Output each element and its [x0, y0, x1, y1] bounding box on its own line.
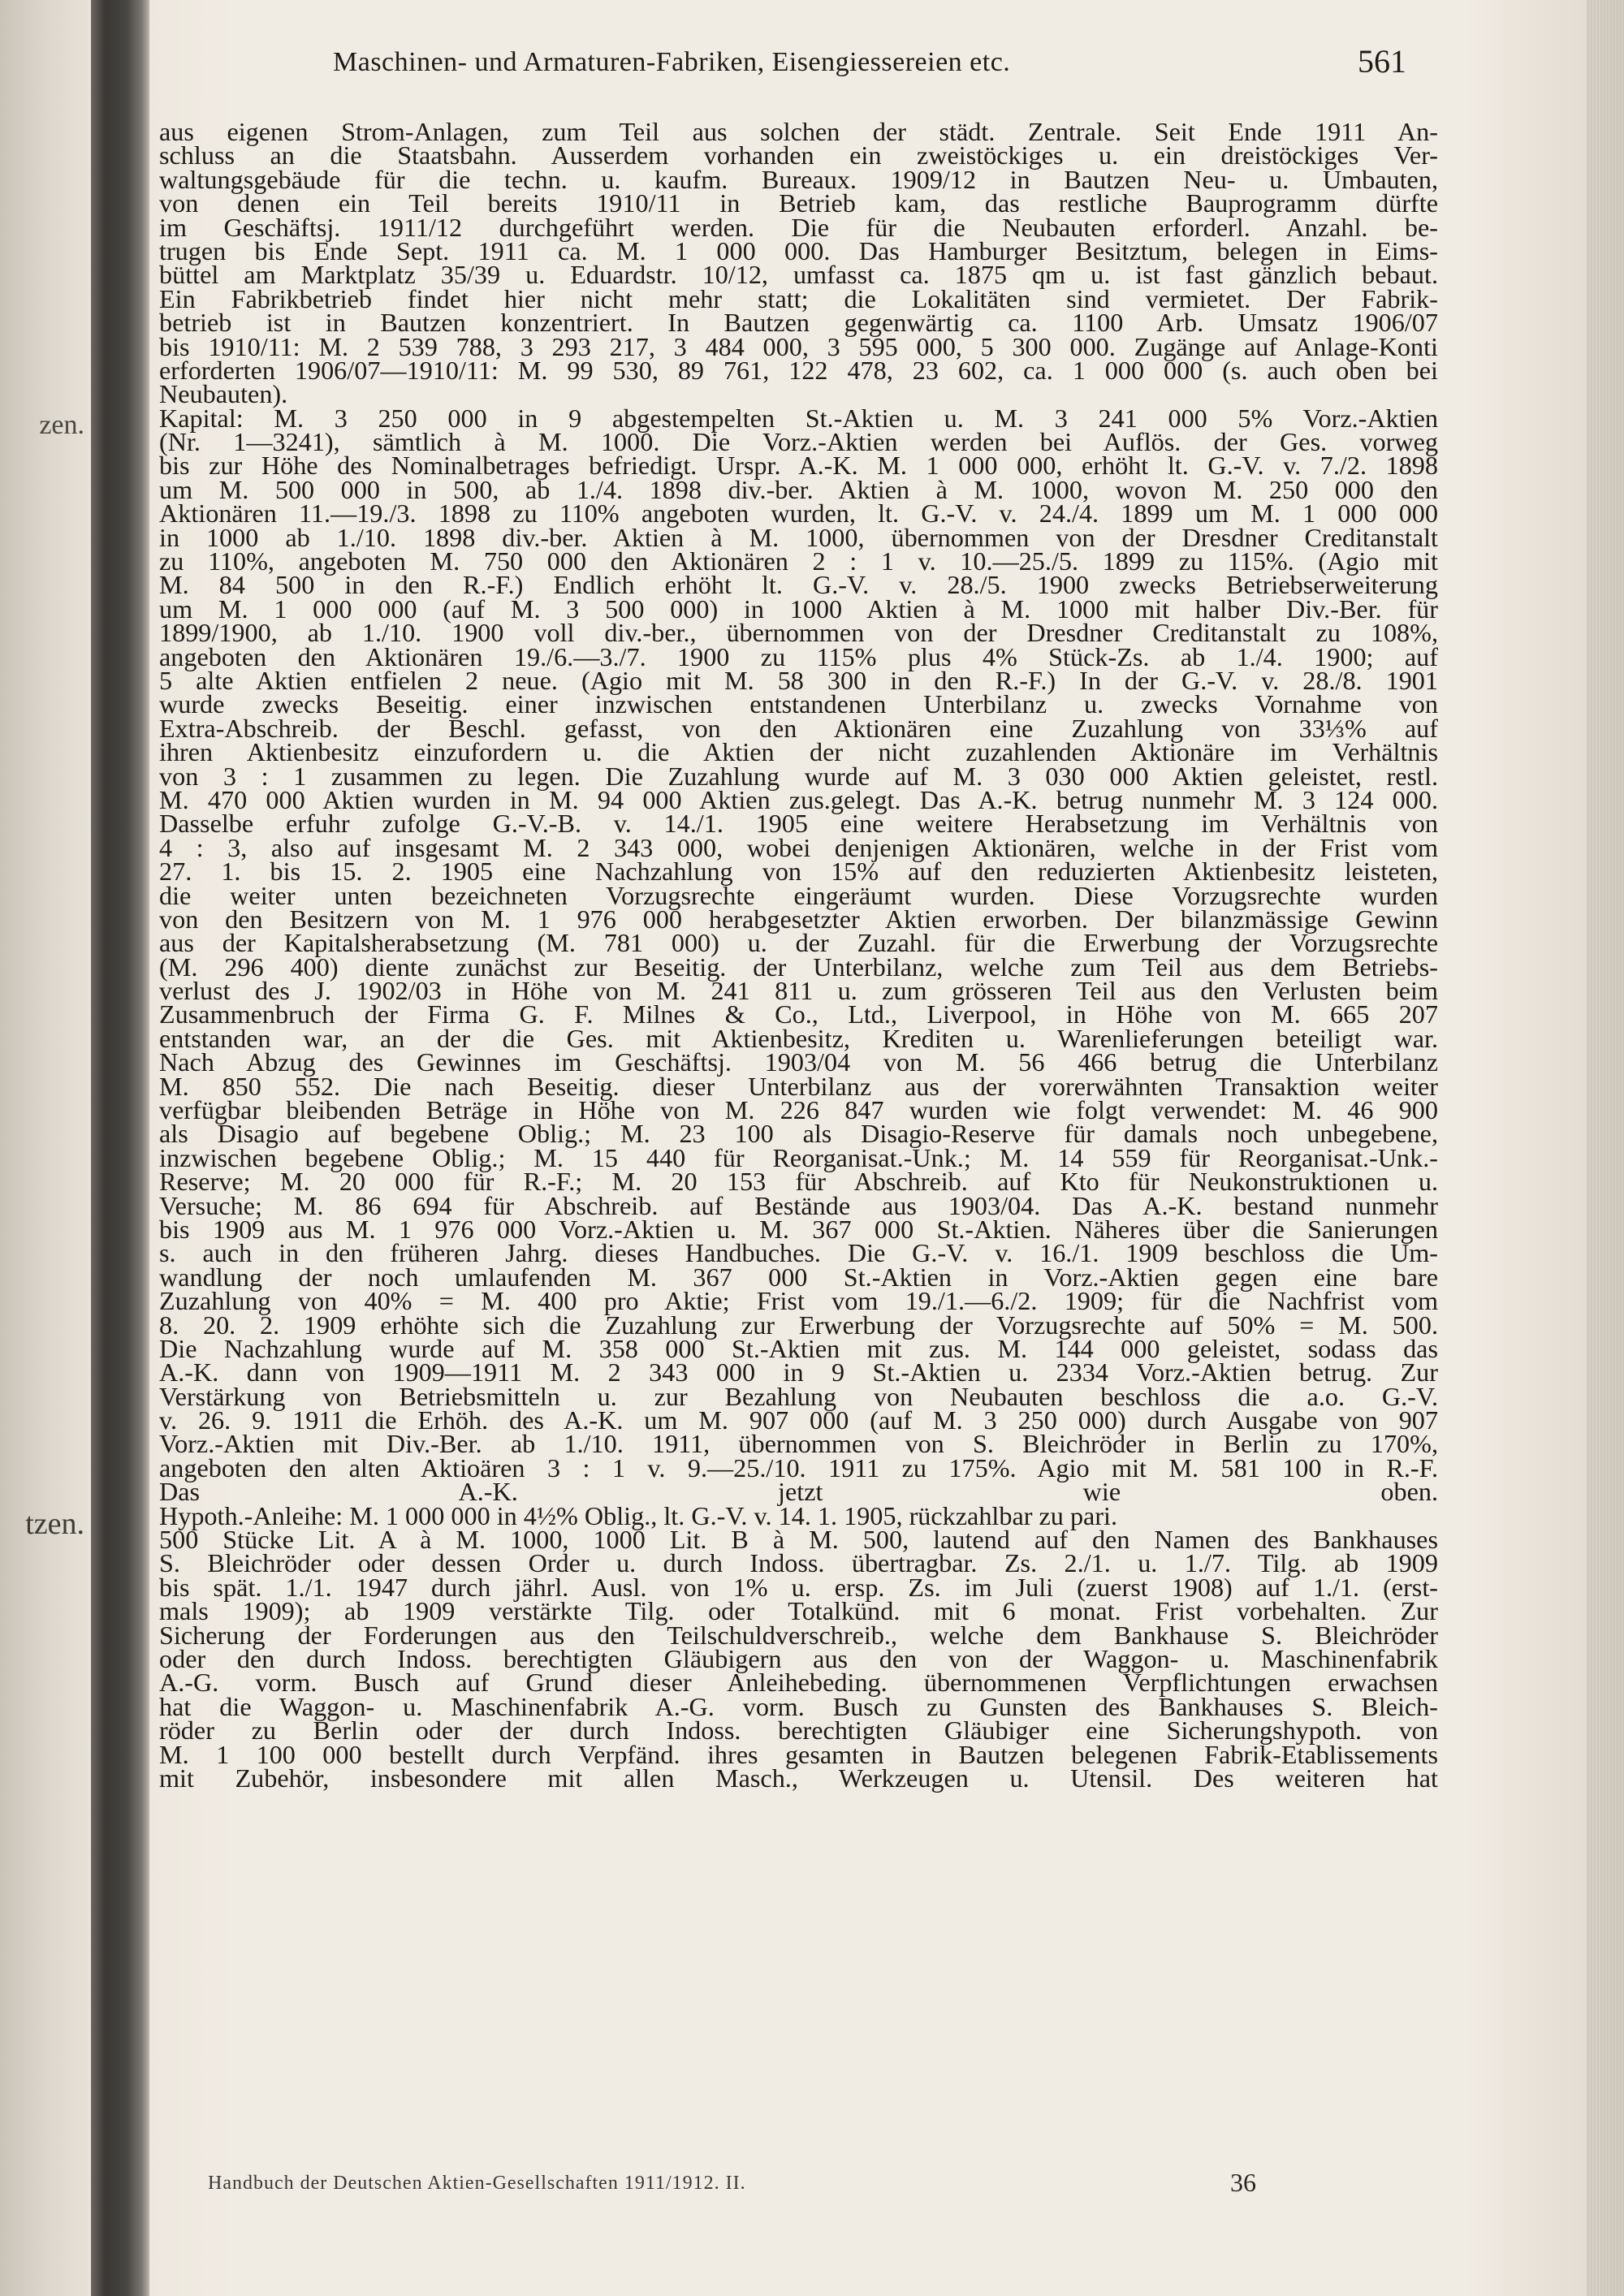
text-line: von denen ein Teil bereits 1910/11 in Betrieb kam, das restliche Bauprogramm dürfte [159, 188, 1438, 218]
text-line: angeboten den alten Aktioären 3 : 1 v. 9.—25./10. 1911 zu 175%. Agio mit M. 581 100 in R.-F. [159, 1452, 1438, 1482]
text-line: bis 1909 aus M. 1 976 000 Vorz.-Aktien u. M. 367 000 St.-Aktien. Näheres über die Sanierungen [159, 1214, 1438, 1244]
text-line: von 3 : 1 zusammen zu legen. Die Zuzahlung wurde auf M. 3 030 000 Aktien geleistet, restl. [159, 761, 1438, 791]
text-line: Die Nachzahlung wurde auf M. 358 000 St.-Aktien mit zus. M. 144 000 geleistet, sodass das [159, 1333, 1438, 1363]
body-text [159, 117, 1438, 1793]
text-line: 5 alte Aktien entfielen 2 neue. (Agio mit M. 58 300 in den R.-F.) In der G.-V. v. 28./8. 1901 [159, 665, 1438, 695]
text-line: Extra-Abschreib. der Beschl. gefasst, von den Aktionären eine Zuzahlung von 33⅓% auf [159, 713, 1438, 743]
text-line: Kapital: M. 3 250 000 in 9 abgestempelten St.-Aktien u. M. 3 241 000 5% Vorz.-Aktien [159, 403, 1438, 433]
text-line: bis 1910/11: M. 2 539 788, 3 293 217, 3 484 000, 3 595 000, 5 300 000. Zugänge auf Anlage-Konti [159, 331, 1438, 361]
text-line: 8. 20. 2. 1909 erhöhte sich die Zuzahlung zur Erwerbung der Vorzugsrechte auf 50% = M. 500. [159, 1310, 1438, 1340]
text-line: Versuche; M. 86 694 für Abschreib. auf Bestände aus 1903/04. Das A.-K. bestand nunmehr [159, 1190, 1438, 1220]
text-line: Verstärkung von Betriebsmitteln u. zur Bezahlung von Neubauten beschloss die a.o. G.-V. [159, 1381, 1438, 1411]
text-line: verfügbar bleibenden Beträge in Höhe von M. 226 847 wurden wie folgt verwendet: M. 46 900 [159, 1095, 1438, 1125]
text-line: bis zur Höhe des Nominalbetrages befriedigt. Urspr. A.-K. M. 1 000 000, erhöht lt. G.-V. v. 7./2. 1898 [159, 451, 1438, 481]
text-line: (M. 296 400) diente zunächst zur Beseitig. der Unterbilanz, welche zum Teil aus dem Betriebs- [159, 952, 1438, 982]
text-line: Aktionären 11.—19./3. 1898 zu 110% angeboten wurden, lt. G.-V. v. 24./4. 1899 um M. 1 000 000 [159, 498, 1438, 529]
running-header: Maschinen- und Armaturen-Fabriken, Eisengiessereien etc. [333, 47, 1011, 77]
text-line: mals 1909); ab 1909 verstärkte Tilg. oder Totalkünd. mit 6 monat. Frist vorbehalten. Zur [159, 1596, 1438, 1626]
text-line: verlust des J. 1902/03 in Höhe von M. 241 811 u. zum grösseren Teil aus den Verlusten beim [159, 976, 1438, 1006]
text-line: aus der Kapitalsherabsetzung (M. 781 000) u. der Zuzahl. für die Erwerbung der Vorzugsrechte [159, 928, 1438, 958]
text-line: Zuzahlung von 40% = M. 400 pro Aktie; Frist vom 19./1.—6./2. 1909; für die Nachfrist vom [159, 1286, 1438, 1316]
text-line: in 1000 ab 1./10. 1898 div.-ber. Aktien à M. 1000, übernommen von der Dresdner Creditanstalt [159, 522, 1438, 552]
text-line: Neubauten). [159, 379, 288, 409]
text-line: M. 84 500 in den R.-F.) Endlich erhöht lt. G.-V. v. 28./5. 1900 zwecks Betriebserweiterung [159, 570, 1438, 600]
page-edge [1587, 0, 1624, 2296]
text-line: Das A.-K. jetzt wie oben. [159, 1477, 1438, 1507]
text-line: Zusammenbruch der Firma G. F. Milnes & Co., Ltd., Liverpool, in Höhe von M. 665 207 [159, 999, 1438, 1029]
text-line: s. auch in den früheren Jahrg. dieses Handbuches. Die G.-V. v. 16./1. 1909 beschloss die Um- [159, 1238, 1438, 1268]
margin-fragment: tzen. [25, 1507, 84, 1541]
text-line: Reserve; M. 20 000 für R.-F.; M. 20 153 für Abschreib. auf Kto für Neukonstruktionen u. [159, 1167, 1438, 1197]
page-number: 561 [1358, 43, 1406, 80]
text-line: A.-K. dann von 1909—1911 M. 2 343 000 in 9 St.-Aktien u. 2334 Vorz.-Aktien betrug. Zur [159, 1357, 1438, 1388]
text-line: Sicherung der Forderungen aus den Teilschuldverschreib., welche dem Bankhause S. Bleichröder [159, 1620, 1438, 1650]
text-line: v. 26. 9. 1911 die Erhöh. des A.-K. um M. 907 000 (auf M. 3 250 000) durch Ausgabe von 907 [159, 1405, 1438, 1435]
text-line: angeboten den Aktionären 19./6.—3./7. 1900 zu 115% plus 4% Stück-Zs. ab 1./4. 1900; auf [159, 641, 1438, 671]
text-line: M. 1 100 000 bestellt durch Verpfänd. ihres gesamten in Bautzen belegenen Fabrik-Etablissements [159, 1739, 1438, 1769]
margin-fragment: zen. [39, 410, 84, 440]
text-line: inzwischen begebene Oblig.; M. 15 440 für Reorganisat.-Unk.; M. 14 559 für Reorganisat.-Unk.- [159, 1142, 1438, 1172]
text-line: betrieb ist in Bautzen konzentriert. In Bautzen gegenwärtig ca. 1100 Arb. Umsatz 1906/07 [159, 308, 1438, 338]
text-line: Hypoth.-Anleihe: M. 1 000 000 in 4½% Oblig., lt. G.-V. v. 14. 1. 1905, rückzahlbar zu pari. [159, 1500, 1118, 1530]
text-line: Nach Abzug des Gewinnes im Geschäftsj. 1903/04 von M. 56 466 betrug die Unterbilanz [159, 1047, 1438, 1077]
text-line: aus eigenen Strom-Anlagen, zum Teil aus solchen der städt. Zentrale. Seit Ende 1911 An- [159, 117, 1438, 146]
text-line: ihren Aktienbesitz einzufordern u. die Aktien der nicht zuzahlenden Aktionäre im Verhältnis [159, 737, 1438, 767]
text-line: schluss an die Staatsbahn. Ausserdem vorhanden ein zweistöckiges u. ein dreistöckiges Ver- [159, 140, 1438, 170]
text-line: von den Besitzern von M. 1 976 000 herabgesetzter Aktien erworben. Der bilanzmässige Gewinn [159, 904, 1438, 934]
text-line: um M. 500 000 in 500, ab 1./4. 1898 div.-ber. Aktien à M. 1000, wovon M. 250 000 den [159, 474, 1438, 504]
text-line: 27. 1. bis 15. 2. 1905 eine Nachzahlung von 15% auf den reduzierten Aktienbesitz leisteten, [159, 857, 1438, 887]
text-line: M. 470 000 Aktien wurden in M. 94 000 Aktien zus.gelegt. Das A.-K. betrug nunmehr M. 3 124 000. [159, 784, 1438, 814]
text-line: die weiter unten bezeichneten Vorzugsrechte eingeräumt wurden. Diese Vorzugsrechte wurden [159, 880, 1438, 910]
text-line: zu 110%, angeboten M. 750 000 den Aktionären 2 : 1 v. 10.—25./5. 1899 zu 115%. (Agio mit [159, 546, 1438, 576]
text-line: 1899/1900, ab 1./10. 1900 voll div.-ber., übernommen von der Dresdner Creditanstalt zu 108%, [159, 618, 1438, 648]
text-line: erforderten 1906/07—1910/11: M. 99 530, 89 761, 122 478, 23 602, ca. 1 000 000 (s. auch oben bei [159, 355, 1438, 385]
text-line: entstanden war, an der die Ges. mit Aktienbesitz, Krediten u. Warenlieferungen beteiligt war. [159, 1023, 1438, 1053]
text-line: M. 850 552. Die nach Beseitig. dieser Unterbilanz aus der vorerwähnten Transaktion weiter [159, 1071, 1438, 1101]
text-line: als Disagio auf begebene Oblig.; M. 23 100 als Disagio-Reserve für damals noch unbegebene, [159, 1119, 1438, 1149]
text-line: röder zu Berlin oder der durch Indoss. berechtigten Gläubiger eine Sicherungshypoth. von [159, 1716, 1438, 1746]
text-line: im Geschäftsj. 1911/12 durchgeführt werden. Die für die Neubauten erforderl. Anzahl. be- [159, 212, 1438, 242]
text-line: büttel am Marktplatz 35/39 u. Eduardstr. 10/12, umfasst ca. 1875 qm u. ist fast gänzlich bebaut. [159, 260, 1438, 290]
signature-number: 36 [1230, 2168, 1256, 2197]
text-line: 500 Stücke Lit. A à M. 1000, 1000 Lit. B à M. 500, lautend auf den Namen des Bankhauses [159, 1525, 1438, 1555]
footer-title: Handbuch der Deutschen Aktien-Gesellschaften 1911/1912. II. [208, 2173, 746, 2194]
text-line: A.-G. vorm. Busch auf Grund dieser Anleihebeding. übernommenen Verpflichtungen erwachsen [159, 1668, 1438, 1698]
book-spine-shadow [91, 0, 149, 2296]
text-line: wandlung der noch umlaufenden M. 367 000 St.-Aktien in Vorz.-Aktien gegen eine bare [159, 1262, 1438, 1292]
text-line: oder den durch Indoss. berechtigten Gläubigern aus den von der Waggon- u. Maschinenfabrik [159, 1644, 1438, 1673]
text-line: um M. 1 000 000 (auf M. 3 500 000) in 1000 Aktien à M. 1000 mit halber Div.-Ber. für [159, 593, 1438, 624]
text-line: hat die Waggon- u. Maschinenfabrik A.-G. vorm. Busch zu Gunsten des Bankhauses S. Bleich- [159, 1691, 1438, 1721]
text-line: Ein Fabrikbetrieb findet hier nicht mehr statt; die Lokalitäten sind vermietet. Der Fabrik- [159, 283, 1438, 313]
text-line: S. Bleichröder oder dessen Order u. durch Indoss. übertragbar. Zs. 2./1. u. 1./7. Tilg. ab 1909 [159, 1548, 1438, 1578]
text-line: mit Zubehör, insbesondere mit allen Masch., Werkzeugen u. Utensil. Des weiteren hat [159, 1763, 1438, 1793]
text-line: bis spät. 1./1. 1947 durch jährl. Ausl. von 1% u. ersp. Zs. im Juli (zuerst 1908) auf 1./1. (erst- [159, 1572, 1438, 1602]
text-line: trugen bis Ende Sept. 1911 ca. M. 1 000 000. Das Hamburger Besitztum, belegen in Eims- [159, 235, 1438, 265]
previous-page-margin [0, 0, 89, 2296]
text-line: 4 : 3, also auf insgesamt M. 2 343 000, wobei denjenigen Aktionären, welche in der Frist vom [159, 832, 1438, 862]
text-line: Dasselbe erfuhr zufolge G.-V.-B. v. 14./1. 1905 eine weitere Herabsetzung im Verhältnis von [159, 809, 1438, 839]
text-line: wurde zwecks Beseitig. einer inzwischen entstandenen Unterbilanz u. zwecks Vornahme von [159, 689, 1438, 719]
text-line: Vorz.-Aktien mit Div.-Ber. ab 1./10. 1911, übernommen von S. Bleichröder in Berlin zu 170%, [159, 1429, 1438, 1459]
text-line: (Nr. 1—3241), sämtlich à M. 1000. Die Vorz.-Aktien werden bei Auflös. der Ges. vorweg [159, 427, 1438, 457]
text-line: waltungsgebäude für die techn. u. kaufm. Bureaux. 1909/12 in Bautzen Neu- u. Umbauten, [159, 164, 1438, 194]
